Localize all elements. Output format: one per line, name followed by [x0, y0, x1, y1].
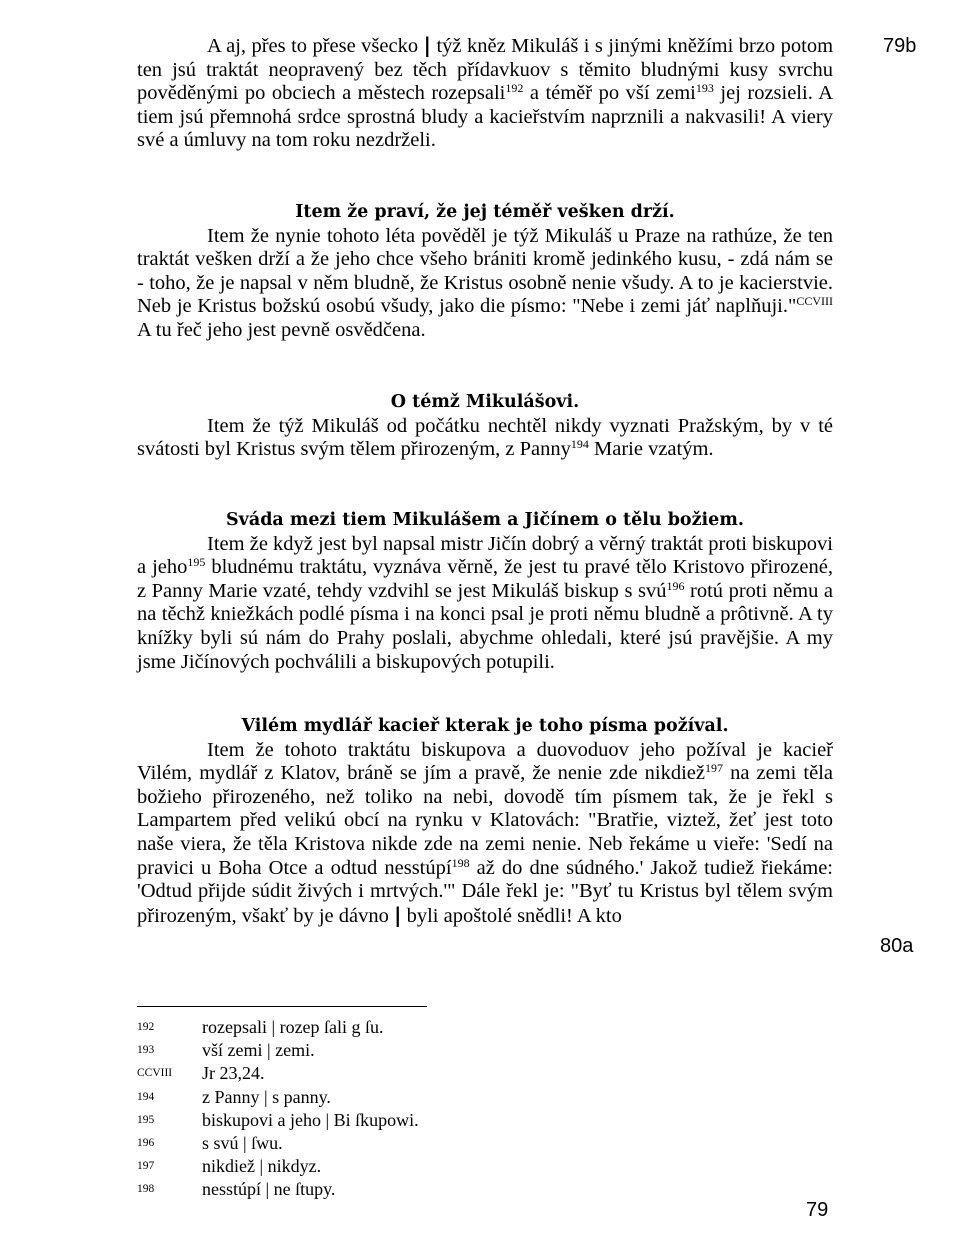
footnote-ref-ccviii: CCVIII — [796, 294, 833, 309]
section-3-text: Item že když jest byl napsal mistr Jičín dobrý a věrný traktát proti biskupovi a jeho$^{195}$ bludnému traktátu, vyznáva věrně, že jest tu pravé tělo Kristovo přirozené, z Panny Marie vzaté, tehdy vzdvihl se jest Mikuláš biskup s svú$^{196}$ rotú proti němu a na těchž kniežkách podlé písma i na konci psal je proti němu bludně a prôtivně. A ty knížky byli sú nám do Prahy poslali, abychme ohledali, které jsú pravějšie. A my jsme Jičínových pochválili a biskupových potupili. — [137, 532, 834, 673]
footnote-ref-192: 192 — [505, 81, 524, 96]
section-3 — [137, 509, 833, 674]
footnote-ref-197: 197 — [704, 761, 723, 776]
footnote-ref-193: 193 — [695, 81, 714, 96]
paragraph-intro: A aj, přes to přese všecko | týž kněz Mikuláš i s jinými kněžími brzo potom ten jsú traktát neopravený bez těch přídavkuov s těmito bludnými kusy svrchu pověděnými po obciech a městech rozepsali$^{192}$ a téměř po vší zemi$^{193}$ jej rozsieli. A tiem jsú přemnohá srdce sprostná bludy a kacieřstvím naprznili a nakvasili! A viery své a úmluvy na tom roku nezdrželi. — [137, 33, 834, 152]
section-heading-1: Item že praví, že jej téměř vešken drží. — [295, 202, 675, 222]
footnote-ref-196: 196 — [666, 578, 685, 593]
footnote-ref-194: 194 — [570, 437, 589, 452]
section-2-text: Item že týž Mikuláš od počátku nechtěl nikdy vyznati Pražským, by v té svátosti byl Kristus svým tělem přirozeným, z Panny$^{194}$ Marie vzatým. — [137, 414, 833, 461]
section-1 — [137, 201, 833, 343]
footnote-ref-195: 195 — [187, 555, 206, 570]
section-4-text: Item že tohoto traktátu biskupova a duovoduov jeho požíval je kacieř Vilém, mydlář z Klatov, bráně se jím a pravě, že nenie zde nikdiež$^{197}$ na zemi těla božieho přirozeného, než toliko na nebi, dovodě tím písmem tak, že je řekl s Lampartem před velikú obcí na rynku v Klatovách: "Bratřie, viztež, žeť jest toto naše viera, že těla Kristova nikde zde na zemi nenie. Neb řekáme u vieře: 'Sedí na pravici u Boha Otce a odtud nesstúpí$^{198}$ až do dne súdného.' Jakož tudiež řiekáme: 'Odtud přijde súdit živých i mrtvých.'" Dále řekl je: "Byť tu Kristus byl tělem svým přirozeným, všakť by je dávno | byli apoštolé snědli! A kto — [137, 738, 834, 927]
page-number: 79 — [806, 1199, 829, 1221]
main-text-column — [137, 34, 833, 153]
section-heading-4: Vilém mydlář kacieř kterak je toho písma požíval. — [241, 716, 729, 736]
section-heading-3: Sváda mezi tiem Mikulášem a Jičínem o tělu božiem. — [226, 510, 744, 530]
section-2 — [137, 391, 833, 462]
footnote-ref-198: 198 — [451, 855, 470, 870]
margin-folio-80a: 80a — [880, 935, 914, 957]
section-1-text: Item že nynie tohoto léta pověděl je týž Mikuláš u Praze na rathúze, že ten traktát vešken drží a že jeho chce všeho brániti kromě jedinkého kusu, - zdá nám se - toho, že je napsal v něm bludně, že Kristus osobně nenie všudy. A to je kacierstvie. Neb je Kristus božskú osobú všudy, jako die písmo: "Nebe i zemi jáť naplňuji."$^{CCVIII}$ A tu řeč jeho jest pevně osvědčena. — [137, 224, 833, 341]
margin-folio-79b: 79b — [883, 35, 917, 57]
footnote-separator — [137, 1006, 427, 1007]
section-4 — [137, 715, 833, 928]
section-heading-2: O témž Mikulášovi. — [390, 392, 580, 412]
